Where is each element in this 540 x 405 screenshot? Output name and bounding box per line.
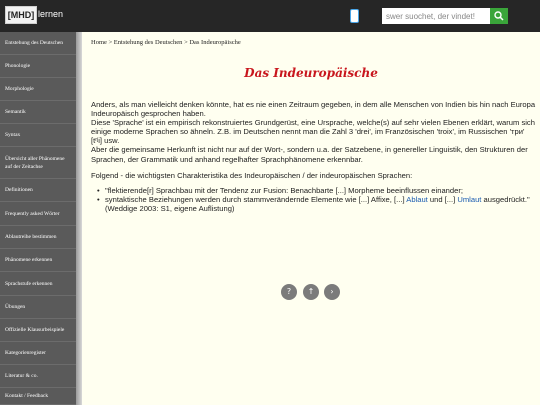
characteristics-intro: Folgend - die wichtigsten Charakteristika des Indeuropäischen / der indeuropäischen Sprachen:: [91, 170, 413, 180]
sidebar-item-label: Übersicht aller Phänomene auf der Zeitachse: [5, 155, 65, 170]
ablaut-link[interactable]: Ablaut: [406, 194, 428, 204]
help-button[interactable]: ?: [281, 284, 297, 300]
sidebar-item-entstehung[interactable]: [0, 32, 76, 55]
umlaut-link[interactable]: Umlaut: [457, 194, 482, 204]
sidebar-item-definitionen[interactable]: [0, 179, 76, 202]
sidebar-item-kategorienregister[interactable]: [0, 342, 76, 365]
sidebar-item-label: Ablautreihe bestimmen: [5, 234, 57, 240]
sidebar-item-label: Literatur & co.: [5, 373, 38, 379]
brand-label[interactable]: lernen: [38, 9, 64, 19]
sidebar-item-phaenomene[interactable]: [0, 249, 76, 272]
sidebar-item-label: Phänomene erkennen: [5, 257, 53, 263]
sidebar-item-ablautreihe[interactable]: [0, 226, 76, 249]
sidebar-nav: [0, 32, 76, 405]
sidebar-item-label: Phonologie: [5, 63, 31, 69]
list-item-text: "flektierende[r] Sprachbau mit der Tendenz zur Fusion: Benachbarte [...] Morpheme beeinflussen einander;: [105, 185, 463, 195]
sidebar-item-label: Übungen: [5, 304, 26, 310]
sidebar-item-uebungen[interactable]: [0, 296, 76, 319]
sidebar-item-sprachstufe[interactable]: [0, 272, 76, 296]
sidebar-item-kontakt[interactable]: [0, 388, 76, 405]
list-item: [105, 195, 536, 213]
search-button[interactable]: [490, 8, 508, 24]
article-body: [91, 100, 536, 213]
paragraph: Anders, als man vielleicht denken könnte, hat es nie einen Zeitraum gegeben, in dem alle Menschen von Indien bis hin nach Europa Indeuropäisch gesprochen haben.: [91, 100, 536, 119]
sidebar-item-label: Offizielle Klausurbeispiele: [5, 327, 65, 333]
sidebar-item-label: Morphologie: [5, 86, 34, 92]
characteristics-list: [91, 186, 536, 213]
sidebar-item-semantik[interactable]: [0, 101, 76, 124]
main-content: [82, 32, 540, 405]
sidebar-item-label: Kategorienregister: [5, 350, 46, 356]
list-item-text: und [...]: [427, 194, 458, 204]
list-item: [105, 186, 536, 195]
sidebar-item-morphologie[interactable]: [0, 78, 76, 101]
site-logo[interactable]: [MHD]: [5, 6, 37, 24]
sidebar-item-faq-woerter[interactable]: [0, 202, 76, 226]
sidebar-item-syntax[interactable]: [0, 124, 76, 147]
search-icon: [494, 11, 504, 21]
sidebar-item-phonologie[interactable]: [0, 55, 76, 78]
mobile-device-icon[interactable]: [350, 9, 359, 23]
page-title: Das Indeuropäische: [244, 66, 378, 80]
sidebar-item-label: Syntax: [5, 132, 21, 138]
next-page-button[interactable]: ›: [324, 284, 340, 300]
sidebar-item-label: Semantik: [5, 109, 26, 115]
paragraph: Diese 'Sprache' ist ein empirisch rekonstruiertes Grundgerüst, eine Ursprache, welche(s) auf sehr vielen Ebenen erklärt, warum sich einige moderne Sprachen so ähneln. Z.B. im Deutschen nennt man die Zahl 3 'drei', im Französischen 'troix', im Russischen 'три' [tʳʲi] usw.: [91, 118, 535, 146]
list-item-text: syntaktische Beziehungen werden durch stammverändernde Elemente wie [...] Affixe, [...]: [105, 194, 407, 204]
sidebar-item-label: Sprachstufe erkennen: [5, 280, 53, 287]
sidebar-item-label: Entstehung des Deutschen: [5, 40, 64, 46]
back-to-top-button[interactable]: ↑: [303, 284, 319, 300]
top-bar: [0, 0, 540, 32]
search-input[interactable]: [382, 8, 490, 24]
sidebar-item-zeitachse[interactable]: [0, 147, 76, 179]
sidebar-item-label: Kontakt / Feedback: [5, 393, 49, 399]
list-item-text: ausgedrückt." (Weddige 2003: S1, eigene Auflistung): [105, 194, 530, 213]
sidebar-item-label: Definitionen: [5, 187, 33, 193]
sidebar-item-klausurbeispiele[interactable]: [0, 319, 76, 342]
sidebar-item-literatur[interactable]: [0, 365, 76, 388]
breadcrumb[interactable]: Home > Entstehung des Deutschen > Das Indeuropäische: [91, 39, 241, 46]
sidebar-item-label: Frequently asked Wörter: [5, 210, 60, 217]
paragraph: Aber die gemeinsame Herkunft ist nicht nur auf der Wort-, sondern u.a. der Satzebene, in genereller Linguistik, den Strukturen der Sprachen, der Grammatik und anhand regelhafter Sprachphänomene erkennbar.: [91, 145, 528, 164]
